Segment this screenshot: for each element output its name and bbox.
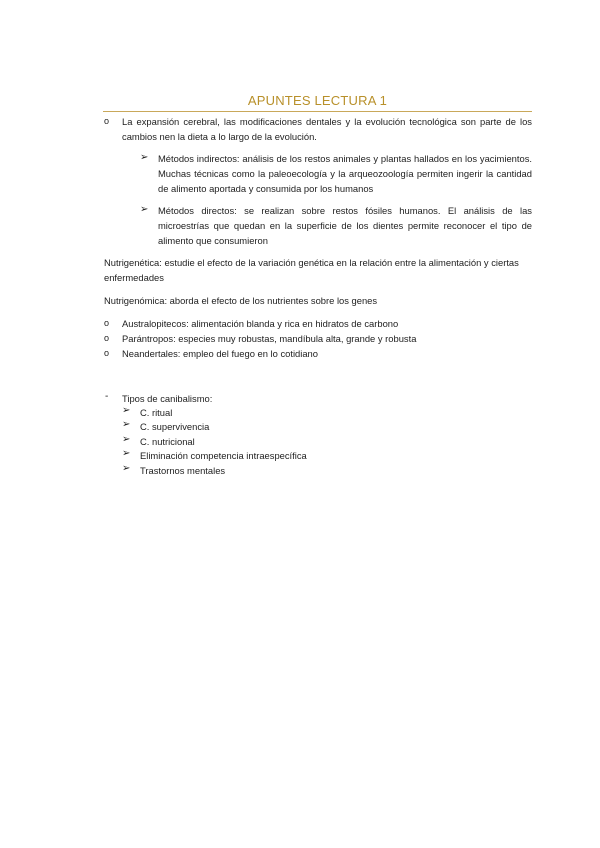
method-indirect-text: Métodos indirectos: análisis de los restos animales y plantas hallados en los yacimientos. Muchas técnicas como la paleoecología y la arqueozoología permiten ingerir la cantidad de alimento aportada y consumida por los humanos <box>158 153 532 194</box>
arrow-bullet-icon: ➢ <box>122 463 131 474</box>
list-item: Trastornos mentales <box>140 465 226 476</box>
list-item: Eliminación competencia intraespecífica <box>140 450 307 461</box>
arrow-bullet-icon: ➢ <box>140 152 149 163</box>
bullet-marker: o <box>104 318 110 328</box>
bullet-marker: o <box>104 116 110 126</box>
arrow-bullet-icon: ➢ <box>122 419 131 430</box>
bullet-marker: o <box>104 348 110 358</box>
nutrigenomica-paragraph: Nutrigenómica: aborda el efecto de los nutrientes sobre los genes <box>104 295 378 306</box>
list-item: C. nutricional <box>140 436 195 447</box>
list-item: Australopitecos: alimentación blanda y rica en hidratos de carbono <box>122 318 399 329</box>
arrow-bullet-icon: ➢ <box>122 405 131 416</box>
list-item: Parántropos: especies muy robustas, mandíbula alta, grande y robusta <box>122 333 417 344</box>
title-underline <box>103 111 532 112</box>
bullet-marker: o <box>104 333 110 343</box>
arrow-bullet-icon: ➢ <box>140 204 149 215</box>
list-item: Neandertales: empleo del fuego en lo cotidiano <box>122 348 318 359</box>
cannibalism-heading: Tipos de canibalismo: <box>122 393 213 404</box>
dash-marker: - <box>105 391 109 402</box>
list-item: C. supervivencia <box>140 421 210 432</box>
arrow-bullet-icon: ➢ <box>122 434 131 445</box>
page-title: APUNTES LECTURA 1 <box>247 93 388 108</box>
intro-text: La expansión cerebral, las modificaciones dentales y la evolución tecnológica son parte de los cambios nen la dieta a lo largo de la evolución. <box>122 116 532 142</box>
nutrigenetica-paragraph: Nutrigenética: estudie el efecto de la variación genética en la relación entre la alimentación y ciertas enfermedades <box>104 257 519 283</box>
list-item: C. ritual <box>140 407 173 418</box>
method-direct-text: Métodos directos: se realizan sobre restos fósiles humanos. El análisis de las microestrías que quedan en la superficie de los dientes permite reconocer el tipo de alimento que consumieron <box>158 205 532 246</box>
arrow-bullet-icon: ➢ <box>122 448 131 459</box>
